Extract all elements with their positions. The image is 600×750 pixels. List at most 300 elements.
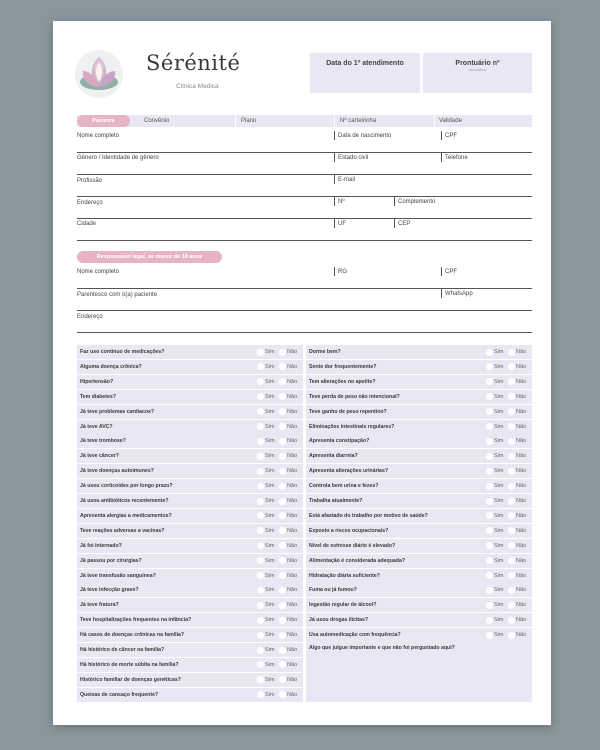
question-row: [306, 360, 532, 374]
no-label: Não: [287, 527, 298, 534]
yes-radio[interactable]: [257, 512, 264, 519]
no-radio[interactable]: [508, 498, 515, 505]
yes-radio[interactable]: [486, 363, 493, 370]
profession-label: Profissão: [77, 178, 103, 184]
yes-label: Sim: [494, 468, 504, 475]
question-row: [77, 598, 303, 612]
no-radio[interactable]: [279, 483, 286, 490]
no-label: Não: [516, 602, 527, 609]
question-row: [306, 509, 532, 523]
no-radio[interactable]: [279, 423, 286, 430]
yes-radio[interactable]: [486, 468, 493, 475]
card-number-label[interactable]: Nº carteirinha: [340, 118, 377, 124]
question-text: Já teve transfusão sanguínea?: [80, 572, 156, 579]
whatsapp-label: WhatsApp: [445, 291, 473, 297]
yes-radio[interactable]: [486, 572, 493, 579]
no-radio[interactable]: [279, 363, 286, 370]
no-radio[interactable]: [508, 632, 515, 639]
no-label: Não: [287, 587, 298, 594]
yes-label: Sim: [494, 512, 504, 519]
question-row: [77, 658, 303, 672]
guardian-section-label: Responsável legal, se menor de 18 anos: [77, 251, 222, 263]
question-row: [306, 464, 532, 478]
yes-label: Sim: [494, 393, 504, 400]
yes-label: Sim: [494, 527, 504, 534]
question-row: [77, 613, 303, 627]
plan-label[interactable]: Plano: [241, 118, 257, 124]
field-divider: [334, 267, 335, 276]
yes-label: Sim: [265, 617, 275, 624]
yes-label: Sim: [494, 438, 504, 445]
question-text: Teve perda de peso não intencional?: [309, 393, 400, 400]
no-radio[interactable]: [279, 691, 286, 698]
no-label: Não: [287, 393, 298, 400]
yes-radio[interactable]: [257, 632, 264, 639]
question-row: [77, 583, 303, 597]
marital-status-label: Estado civil: [338, 155, 369, 161]
no-radio[interactable]: [279, 453, 286, 460]
question-row: [77, 479, 303, 493]
yes-radio[interactable]: [486, 498, 493, 505]
yes-radio[interactable]: [486, 349, 493, 356]
no-label: Não: [516, 527, 527, 534]
no-label: Não: [287, 617, 298, 624]
yes-radio[interactable]: [486, 453, 493, 460]
no-label: Não: [516, 408, 527, 415]
patient-row-profession[interactable]: [77, 175, 532, 197]
question-row: [77, 494, 303, 508]
birth-date-label: Data de nascimento: [338, 133, 392, 139]
yes-label: Sim: [494, 408, 504, 415]
field-divider: [334, 153, 335, 162]
field-divider: [441, 153, 442, 162]
question-row: [306, 539, 532, 553]
question-row: [77, 688, 303, 702]
no-label: Não: [287, 542, 298, 549]
yes-radio[interactable]: [486, 512, 493, 519]
question-row: [77, 628, 303, 642]
first-visit-label: Data do 1º atendimento: [326, 60, 404, 67]
yes-label: Sim: [265, 408, 275, 415]
question-text: Há histórico de câncer na família?: [80, 647, 165, 653]
no-label: Não: [287, 423, 298, 430]
question-text: Apresenta constipação?: [309, 438, 370, 445]
no-radio[interactable]: [279, 542, 286, 549]
yes-label: Sim: [494, 378, 504, 385]
no-label: Não: [516, 587, 527, 594]
yes-radio[interactable]: [257, 661, 264, 668]
question-row: [306, 524, 532, 538]
no-label: Não: [516, 349, 527, 355]
no-radio[interactable]: [279, 647, 286, 654]
yes-label: Sim: [494, 557, 504, 564]
first-visit-date-field[interactable]: [310, 53, 420, 93]
yes-radio[interactable]: [486, 632, 493, 639]
no-radio[interactable]: [279, 438, 286, 445]
yes-label: Sim: [265, 647, 275, 653]
relationship-label: Parentesco com o(a) paciente: [77, 292, 158, 298]
yes-radio[interactable]: [486, 438, 493, 445]
guardian-row-name[interactable]: [77, 267, 532, 289]
no-label: Não: [287, 363, 298, 370]
yes-label: Sim: [494, 498, 504, 504]
bar-divider: [434, 115, 435, 127]
no-radio[interactable]: [508, 453, 515, 460]
yes-label: Sim: [265, 393, 275, 400]
yes-radio[interactable]: [257, 453, 264, 460]
question-text: Há casos de doenças crônicas na família?: [80, 632, 185, 639]
yes-radio[interactable]: [257, 483, 264, 490]
no-radio[interactable]: [279, 378, 286, 385]
no-radio[interactable]: [279, 512, 286, 519]
yes-radio[interactable]: [257, 349, 264, 356]
no-label: Não: [287, 661, 298, 668]
question-row: [306, 449, 532, 463]
question-row: [77, 360, 303, 374]
bar-divider: [334, 115, 335, 127]
guardian-row-address[interactable]: [77, 311, 532, 333]
yes-label: Sim: [265, 438, 275, 445]
no-label: Não: [287, 438, 298, 445]
number-label: Nº: [338, 199, 345, 205]
no-label: Não: [516, 512, 527, 519]
no-radio[interactable]: [279, 349, 286, 356]
question-text: Apresenta diarreia?: [309, 453, 358, 460]
yes-radio[interactable]: [257, 527, 264, 534]
guardian-rg-label: RG: [338, 269, 347, 275]
form-page: [53, 21, 551, 725]
yes-label: Sim: [494, 617, 504, 624]
no-radio[interactable]: [508, 363, 515, 370]
question-row: [306, 628, 532, 642]
question-row: [77, 673, 303, 687]
brand-subtitle: Clínica Medica: [176, 83, 219, 90]
yes-radio[interactable]: [257, 423, 264, 430]
no-label: Não: [287, 691, 298, 698]
yes-label: Sim: [265, 349, 275, 355]
question-row: [306, 434, 532, 448]
no-label: Não: [516, 423, 527, 430]
no-label: Não: [516, 363, 527, 370]
no-radio[interactable]: [279, 468, 286, 475]
yes-label: Sim: [265, 572, 275, 579]
no-label: Não: [516, 393, 527, 400]
cpf-label: CPF: [445, 133, 457, 139]
yes-radio[interactable]: [257, 378, 264, 385]
no-label: Não: [287, 408, 298, 415]
yes-radio[interactable]: [257, 676, 264, 683]
no-radio[interactable]: [508, 587, 515, 594]
no-radio[interactable]: [279, 408, 286, 415]
yes-label: Sim: [265, 587, 275, 594]
record-number-field[interactable]: [423, 53, 532, 93]
yes-radio[interactable]: [257, 498, 264, 505]
yes-label: Sim: [265, 378, 275, 385]
no-label: Não: [516, 557, 527, 564]
no-radio[interactable]: [508, 468, 515, 475]
no-radio[interactable]: [508, 393, 515, 400]
yes-label: Sim: [265, 632, 275, 639]
yes-label: Sim: [265, 453, 275, 460]
yes-label: Sim: [494, 349, 504, 355]
no-label: Não: [516, 378, 527, 385]
phone-label: Telefone: [445, 155, 468, 161]
patient-row-city[interactable]: [77, 219, 532, 241]
question-text: Faz uso contínuo de medicações?: [80, 349, 165, 355]
yes-label: Sim: [494, 632, 504, 639]
patient-section-label: Paciente: [77, 115, 130, 127]
no-label: Não: [287, 602, 298, 609]
no-radio[interactable]: [279, 393, 286, 400]
email-label: E-mail: [338, 177, 356, 183]
question-row: [77, 390, 303, 404]
no-radio[interactable]: [508, 423, 515, 430]
yes-label: Sim: [265, 527, 275, 534]
question-text: Já foi internado?: [80, 542, 122, 549]
guardian-cpf-label: CPF: [445, 269, 457, 275]
yes-radio[interactable]: [486, 527, 493, 534]
no-radio[interactable]: [279, 572, 286, 579]
yes-radio[interactable]: [257, 557, 264, 564]
state-label: UF: [338, 221, 346, 227]
yes-radio[interactable]: [486, 378, 493, 385]
no-label: Não: [287, 378, 298, 385]
yes-label: Sim: [265, 676, 275, 683]
question-row: [77, 524, 303, 538]
question-text: Trabalha atualmente?: [309, 498, 363, 504]
no-radio[interactable]: [508, 617, 515, 624]
no-radio[interactable]: [279, 661, 286, 668]
zip-label: CEP: [398, 221, 411, 227]
question-row: [77, 434, 303, 448]
yes-label: Sim: [494, 423, 504, 430]
yes-radio[interactable]: [257, 617, 264, 624]
patient-section-bar: [77, 115, 532, 127]
no-radio[interactable]: [279, 527, 286, 534]
question-row: [77, 464, 303, 478]
no-label: Não: [287, 512, 298, 519]
yes-label: Sim: [265, 691, 275, 698]
question-text: Já usou drogas ilícitas?: [309, 617, 369, 624]
question-row: [77, 643, 303, 657]
question-text: Hipertensão?: [80, 378, 114, 385]
yes-radio[interactable]: [486, 602, 493, 609]
question-row: [77, 420, 303, 434]
no-radio[interactable]: [279, 587, 286, 594]
question-text: Já teve trombose?: [80, 438, 126, 445]
yes-radio[interactable]: [486, 542, 493, 549]
city-label: Cidade: [77, 221, 97, 227]
question-text: Já teve problemas cardíacos?: [80, 408, 155, 415]
question-text: Já usou antibióticos recentemente?: [80, 498, 169, 504]
yes-label: Sim: [494, 572, 504, 579]
question-row: [77, 554, 303, 568]
yes-radio[interactable]: [257, 691, 264, 698]
yes-radio[interactable]: [257, 542, 264, 549]
no-label: Não: [287, 557, 298, 564]
question-row: [77, 449, 303, 463]
no-label: Não: [287, 498, 298, 504]
question-text: Já teve AVC?: [80, 423, 113, 430]
no-radio[interactable]: [508, 378, 515, 385]
no-label: Não: [287, 349, 298, 355]
field-divider: [441, 131, 442, 140]
no-radio[interactable]: [508, 483, 515, 490]
question-text: Há histórico de morte súbita na família?: [80, 661, 179, 668]
complement-label: Complemento: [398, 199, 436, 205]
question-text: Dorme bem?: [309, 349, 341, 355]
no-label: Não: [516, 468, 527, 475]
patient-row-address[interactable]: [77, 197, 532, 219]
no-radio[interactable]: [508, 527, 515, 534]
no-radio[interactable]: [508, 542, 515, 549]
question-text: Teve reações adversas a vacinas?: [80, 527, 165, 534]
yes-label: Sim: [494, 542, 504, 549]
no-radio[interactable]: [508, 438, 515, 445]
yes-label: Sim: [265, 468, 275, 475]
yes-label: Sim: [265, 512, 275, 519]
question-row: [306, 613, 532, 627]
no-radio[interactable]: [279, 617, 286, 624]
observations-box[interactable]: [306, 642, 532, 702]
question-text: Já usou corticoides por longo prazo?: [80, 483, 173, 490]
question-text: Controla bem urina e fezes?: [309, 483, 379, 490]
question-text: Está afastado do trabalho por motivo de saúde?: [309, 512, 428, 519]
no-label: Não: [516, 498, 527, 504]
full-name-label: Nome completo: [77, 133, 120, 139]
bar-divider: [235, 115, 236, 127]
field-divider: [441, 289, 442, 298]
question-text: Tem diabetes?: [80, 393, 116, 400]
question-text: Queixas de cansaço frequente?: [80, 691, 159, 698]
no-label: Não: [287, 468, 298, 475]
question-text: Sente dor frequentemente?: [309, 363, 377, 370]
question-text: Apresenta alergias a medicamentos?: [80, 512, 172, 519]
yes-label: Sim: [265, 498, 275, 504]
question-text: Histórico familiar de doenças genéticas?: [80, 676, 181, 683]
no-label: Não: [287, 676, 298, 683]
no-radio[interactable]: [508, 557, 515, 564]
yes-label: Sim: [265, 602, 275, 609]
yes-radio[interactable]: [257, 647, 264, 654]
question-text: Nível de estresse diário é elevado?: [309, 542, 396, 549]
question-row: [306, 390, 532, 404]
question-text: Já teve infecção grave?: [80, 587, 139, 594]
no-label: Não: [516, 483, 527, 490]
insurance-label[interactable]: Convênio: [144, 118, 170, 124]
lotus-logo-icon: [74, 49, 124, 99]
validity-label[interactable]: Validade: [439, 118, 462, 124]
no-radio[interactable]: [508, 349, 515, 356]
yes-radio[interactable]: [257, 572, 264, 579]
brand-name: Sérénité: [146, 51, 241, 75]
question-row: [306, 345, 532, 359]
question-text: Teve ganho de peso repentino?: [309, 408, 387, 415]
question-row: [77, 345, 303, 359]
record-number-label: Prontuário nº: [455, 60, 500, 67]
yes-radio[interactable]: [257, 393, 264, 400]
no-label: Não: [516, 632, 527, 639]
yes-radio[interactable]: [257, 587, 264, 594]
question-text: Já teve doenças autoimunes?: [80, 468, 154, 475]
record-number-note: Uso interno: [468, 68, 487, 72]
question-row: [77, 569, 303, 583]
question-row: [306, 554, 532, 568]
no-label: Não: [287, 572, 298, 579]
yes-radio[interactable]: [257, 602, 264, 609]
guardian-row-relationship[interactable]: [77, 289, 532, 311]
yes-label: Sim: [494, 453, 504, 460]
question-text: Eliminações intestinais regulares?: [309, 423, 395, 430]
yes-radio[interactable]: [257, 468, 264, 475]
no-radio[interactable]: [279, 498, 286, 505]
yes-radio[interactable]: [257, 438, 264, 445]
field-divider: [394, 219, 395, 228]
yes-radio[interactable]: [486, 408, 493, 415]
no-label: Não: [516, 617, 527, 624]
question-row: [306, 569, 532, 583]
yes-radio[interactable]: [486, 617, 493, 624]
question-row: [77, 405, 303, 419]
patient-row-gender[interactable]: [77, 153, 532, 175]
no-label: Não: [516, 438, 527, 445]
patient-row-name[interactable]: [77, 131, 532, 153]
no-radio[interactable]: [508, 602, 515, 609]
address-label: Endereço: [77, 200, 103, 206]
yes-radio[interactable]: [486, 483, 493, 490]
yes-label: Sim: [265, 557, 275, 564]
no-radio[interactable]: [279, 557, 286, 564]
no-radio[interactable]: [508, 408, 515, 415]
field-divider: [334, 175, 335, 184]
yes-label: Sim: [494, 587, 504, 594]
question-text: Teve hospitalizações frequentes na infância?: [80, 617, 192, 624]
no-radio[interactable]: [508, 512, 515, 519]
field-divider: [394, 197, 395, 206]
no-radio[interactable]: [279, 632, 286, 639]
question-text: Ingestão regular de álcool?: [309, 602, 377, 609]
question-row: [306, 583, 532, 597]
question-row: [306, 375, 532, 389]
yes-label: Sim: [494, 602, 504, 609]
no-label: Não: [516, 542, 527, 549]
field-divider: [334, 219, 335, 228]
yes-radio[interactable]: [486, 587, 493, 594]
no-label: Não: [516, 572, 527, 579]
no-radio[interactable]: [279, 602, 286, 609]
yes-radio[interactable]: [486, 393, 493, 400]
question-row: [77, 539, 303, 553]
field-divider: [441, 267, 442, 276]
yes-label: Sim: [265, 423, 275, 430]
yes-radio[interactable]: [486, 423, 493, 430]
no-label: Não: [287, 483, 298, 490]
question-text: Fuma ou já fumou?: [309, 587, 357, 594]
question-text: Apresenta alterações urinárias?: [309, 468, 389, 475]
no-radio[interactable]: [279, 676, 286, 683]
no-radio[interactable]: [508, 572, 515, 579]
question-text: Já passou por cirurgias?: [80, 557, 142, 564]
final-question: Algo que julgue importante e que não foi perguntado aqui?: [309, 645, 455, 651]
guardian-address-label: Endereço: [77, 314, 103, 320]
yes-radio[interactable]: [257, 408, 264, 415]
question-row: [306, 420, 532, 434]
yes-radio[interactable]: [486, 557, 493, 564]
yes-label: Sim: [265, 483, 275, 490]
field-divider: [334, 131, 335, 140]
yes-radio[interactable]: [257, 363, 264, 370]
yes-label: Sim: [494, 363, 504, 370]
